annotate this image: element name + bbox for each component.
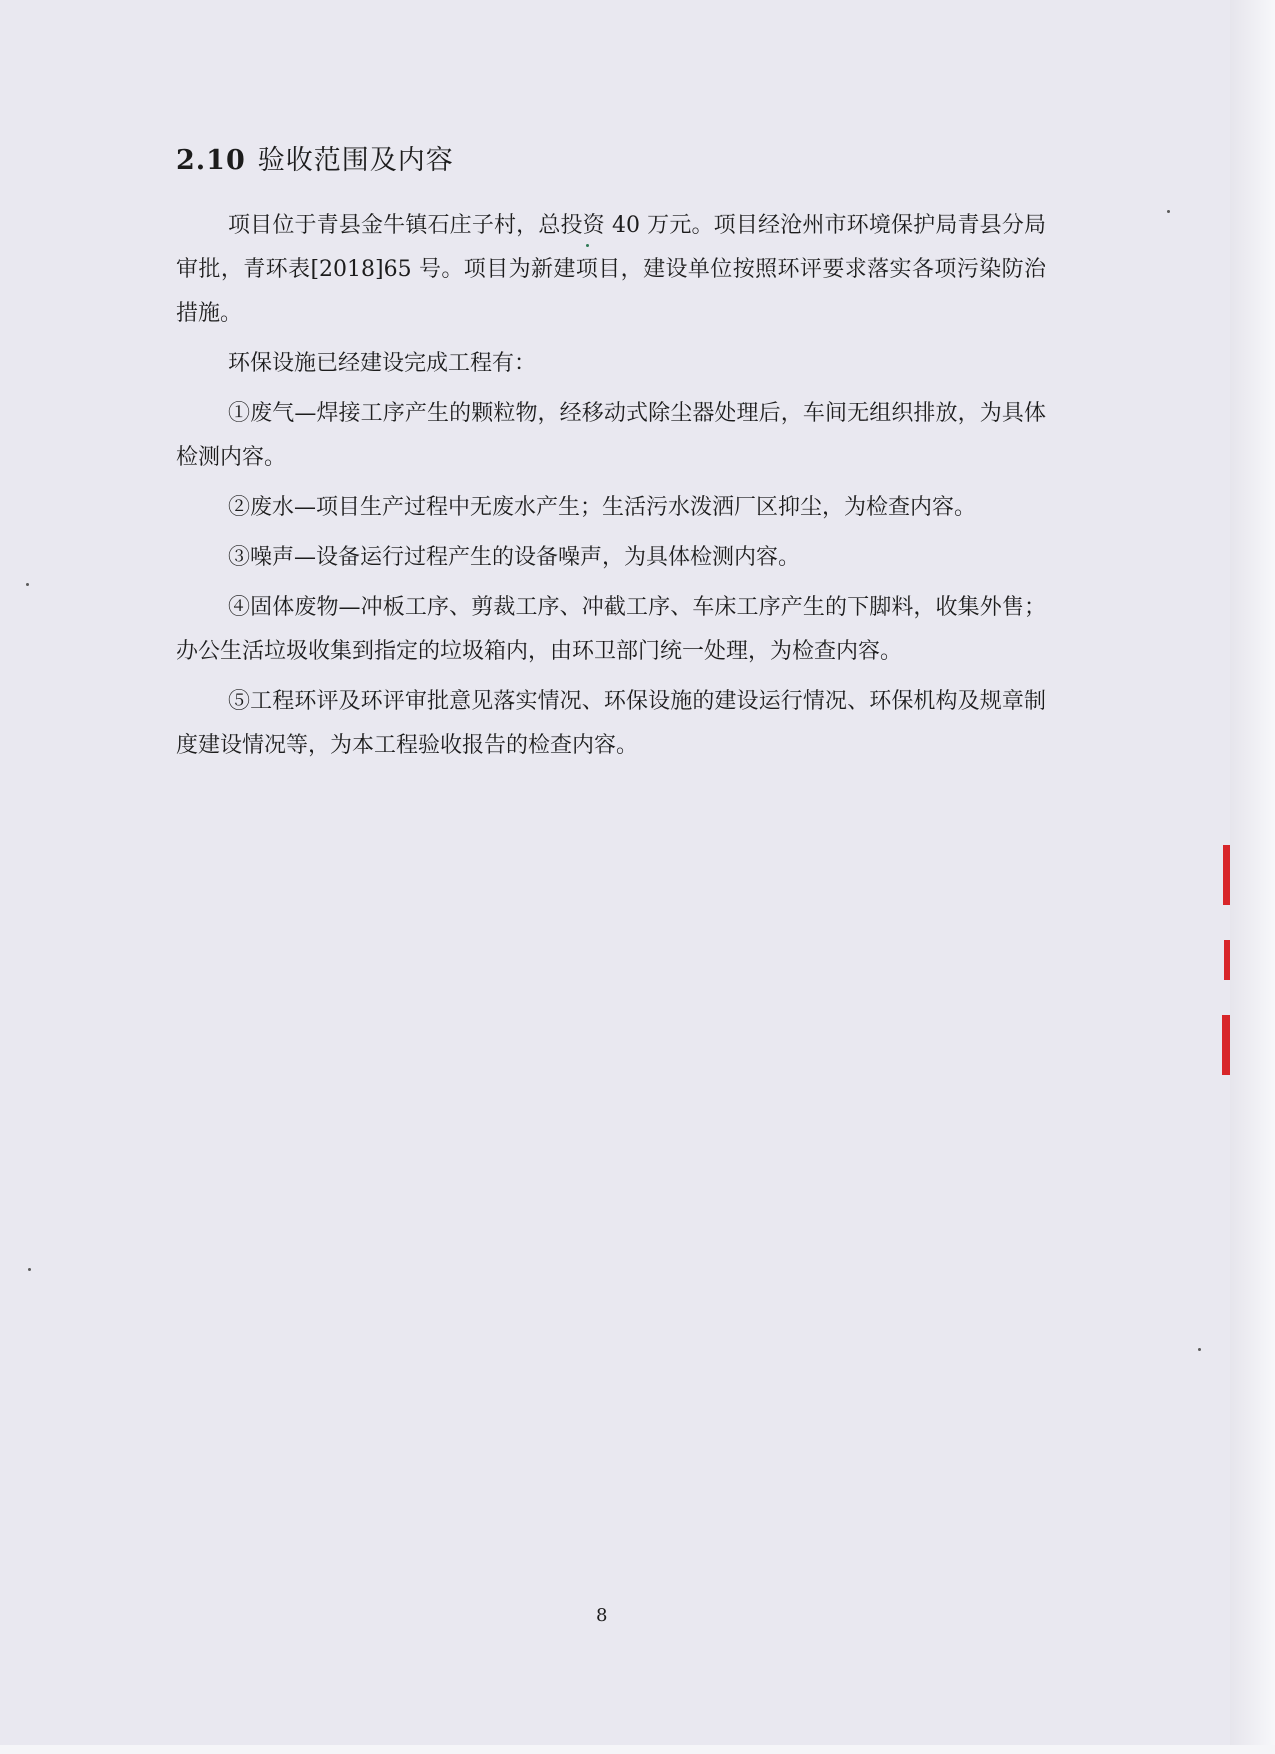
paragraph-noise: ③噪声—设备运行过程产生的设备噪声，为具体检测内容。	[228, 545, 801, 570]
paragraph-solid-waste: ④固体废物—冲板工序、剪裁工序、冲截工序、车床工序产生的下脚料，收集外售；办公生活垃圾收集到指定的垃圾箱内，由环卫部门统一处理，为检查内容。	[176, 595, 1046, 664]
scan-speck	[1167, 210, 1170, 213]
section-heading	[176, 138, 454, 177]
paragraph-waste-gas: ①废气—焊接工序产生的颗粒物，经移动式除尘器处理后，车间无组织排放，为具体检测内容。	[176, 401, 1046, 470]
scan-speck	[586, 244, 589, 247]
section-title: 验收范围及内容	[257, 145, 454, 176]
scan-speck	[26, 583, 29, 586]
section-number: 2.10	[176, 145, 246, 176]
paragraph-inspection-scope: ⑤工程环评及环评审批意见落实情况、环保设施的建设运行情况、环保机构及规章制度建设情况等，为本工程验收报告的检查内容。	[176, 689, 1046, 758]
paragraph-waste-water: ②废水—项目生产过程中无废水产生；生活污水泼洒厂区抑尘，为检查内容。	[228, 495, 977, 520]
page-number: 8	[596, 1605, 608, 1626]
page-bottom-edge	[0, 1745, 1275, 1754]
paragraph-facilities-intro: 环保设施已经建设完成工程有：	[228, 351, 537, 376]
body-text	[176, 204, 1046, 774]
scan-speck	[28, 1268, 31, 1271]
scan-speck	[1198, 1348, 1201, 1351]
paragraph-project-overview: 项目位于青县金牛镇石庄子村，总投资 40 万元。项目经沧州市环境保护局青县分局审批，青环表[2018]65 号。项目为新建项目，建设单位按照环评要求落实各项污染防治措施。	[176, 213, 1046, 326]
page-edge-shadow	[1230, 0, 1275, 1754]
